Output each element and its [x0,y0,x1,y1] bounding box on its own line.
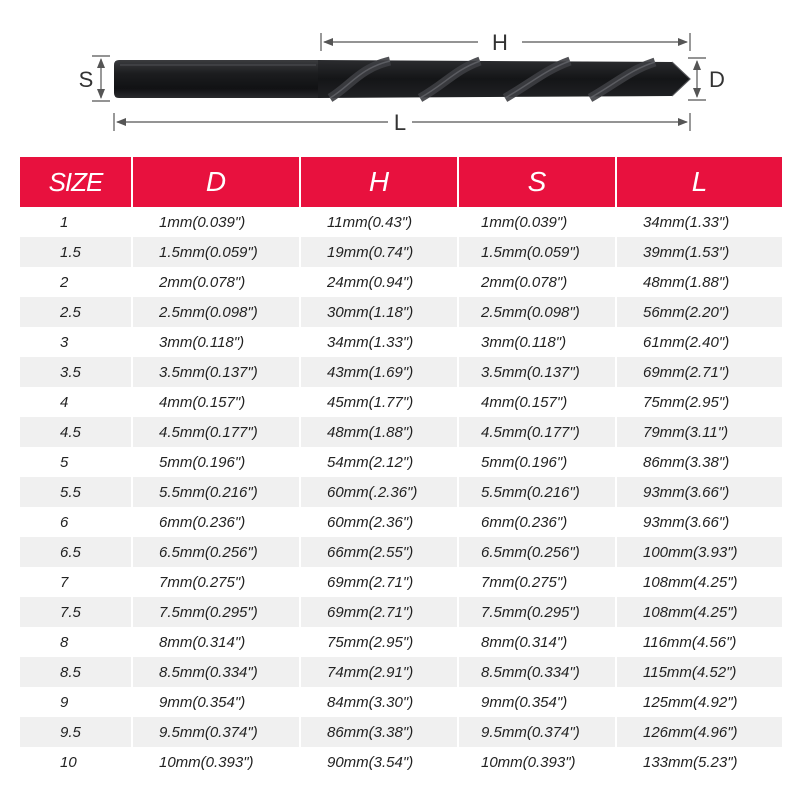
table-row [20,747,782,777]
d-cell: 1mm(0.039") [132,207,300,237]
d-dimension [688,58,725,100]
d-cell: 3mm(0.118") [132,327,300,357]
h-cell: 54mm(2.12") [300,447,458,477]
s-cell: 8.5mm(0.334") [458,657,616,687]
h-cell: 69mm(2.71") [300,597,458,627]
h-cell: 75mm(2.95") [300,627,458,657]
column-header-size: SIZE [20,157,132,207]
table-row [20,237,782,267]
s-cell: 9mm(0.354") [458,687,616,717]
h-cell: 60mm(2.36") [300,507,458,537]
d-cell: 2.5mm(0.098") [132,297,300,327]
l-cell: 56mm(2.20") [616,297,782,327]
table-row [20,657,782,687]
s-cell: 5.5mm(0.216") [458,477,616,507]
size-cell: 8 [20,627,132,657]
l-cell: 39mm(1.53") [616,237,782,267]
d-cell: 7mm(0.275") [132,567,300,597]
size-cell: 1 [20,207,132,237]
size-cell: 9.5 [20,717,132,747]
table-row [20,537,782,567]
table-row [20,297,782,327]
size-cell: 3 [20,327,132,357]
l-cell: 126mm(4.96") [616,717,782,747]
size-cell: 2.5 [20,297,132,327]
l-cell: 75mm(2.95") [616,387,782,417]
size-cell: 7 [20,567,132,597]
size-cell: 2 [20,267,132,297]
h-cell: 30mm(1.18") [300,297,458,327]
l-dimension [114,110,690,135]
drill-bit-diagram [0,0,800,150]
s-cell: 5mm(0.196") [458,447,616,477]
s-cell: 7.5mm(0.295") [458,597,616,627]
s-cell: 7mm(0.275") [458,567,616,597]
s-cell: 6.5mm(0.256") [458,537,616,567]
size-cell: 1.5 [20,237,132,267]
l-cell: 61mm(2.40") [616,327,782,357]
h-cell: 69mm(2.71") [300,567,458,597]
size-cell: 4 [20,387,132,417]
s-cell: 10mm(0.393") [458,747,616,777]
s-cell: 9.5mm(0.374") [458,717,616,747]
size-cell: 9 [20,687,132,717]
column-header-d: D [132,157,300,207]
d-cell: 5.5mm(0.216") [132,477,300,507]
size-cell: 5.5 [20,477,132,507]
l-cell: 133mm(5.23") [616,747,782,777]
h-cell: 86mm(3.38") [300,717,458,747]
table-row [20,357,782,387]
l-cell: 108mm(4.25") [616,567,782,597]
d-cell: 5mm(0.196") [132,447,300,477]
table-row [20,447,782,477]
d-cell: 10mm(0.393") [132,747,300,777]
l-cell: 48mm(1.88") [616,267,782,297]
table-row [20,687,782,717]
size-cell: 4.5 [20,417,132,447]
l-label: L [393,110,407,135]
l-cell: 79mm(3.11") [616,417,782,447]
h-cell: 34mm(1.33") [300,327,458,357]
s-dimension [79,56,110,101]
d-cell: 7.5mm(0.295") [132,597,300,627]
h-cell: 43mm(1.69") [300,357,458,387]
table-row [20,717,782,747]
s-cell: 4mm(0.157") [458,387,616,417]
d-cell: 4mm(0.157") [132,387,300,417]
h-cell: 45mm(1.77") [300,387,458,417]
s-cell: 1.5mm(0.059") [458,237,616,267]
h-cell: 19mm(0.74") [300,237,458,267]
d-cell: 1.5mm(0.059") [132,237,300,267]
h-cell: 11mm(0.43") [300,207,458,237]
table-row [20,417,782,447]
d-cell: 6.5mm(0.256") [132,537,300,567]
column-header-s: S [458,157,616,207]
d-cell: 8mm(0.314") [132,627,300,657]
size-cell: 8.5 [20,657,132,687]
s-cell: 2mm(0.078") [458,267,616,297]
table-row [20,597,782,627]
d-cell: 3.5mm(0.137") [132,357,300,387]
h-cell: 66mm(2.55") [300,537,458,567]
l-cell: 69mm(2.71") [616,357,782,387]
h-cell: 90mm(3.54") [300,747,458,777]
table-row [20,477,782,507]
table-body [20,207,782,777]
l-cell: 108mm(4.25") [616,597,782,627]
s-cell: 3mm(0.118") [458,327,616,357]
l-cell: 93mm(3.66") [616,507,782,537]
table-row [20,267,782,297]
size-cell: 3.5 [20,357,132,387]
size-cell: 6.5 [20,537,132,567]
l-cell: 34mm(1.33") [616,207,782,237]
l-cell: 93mm(3.66") [616,477,782,507]
column-header-h: H [300,157,458,207]
d-cell: 9mm(0.354") [132,687,300,717]
drill-bit-image [114,60,690,98]
l-cell: 86mm(3.38") [616,447,782,477]
size-cell: 10 [20,747,132,777]
h-dimension [321,30,690,55]
s-cell: 2.5mm(0.098") [458,297,616,327]
h-cell: 48mm(1.88") [300,417,458,447]
d-cell: 2mm(0.078") [132,267,300,297]
s-cell: 6mm(0.236") [458,507,616,537]
s-cell: 8mm(0.314") [458,627,616,657]
s-label: S [78,67,94,92]
l-cell: 100mm(3.93") [616,537,782,567]
d-cell: 8.5mm(0.334") [132,657,300,687]
table-header-row [20,157,782,207]
d-cell: 6mm(0.236") [132,507,300,537]
h-cell: 60mm(.2.36") [300,477,458,507]
s-cell: 1mm(0.039") [458,207,616,237]
table-row [20,327,782,357]
size-cell: 7.5 [20,597,132,627]
table-row [20,627,782,657]
h-cell: 84mm(3.30") [300,687,458,717]
h-cell: 74mm(2.91") [300,657,458,687]
table-row [20,207,782,237]
s-cell: 4.5mm(0.177") [458,417,616,447]
table-row [20,567,782,597]
h-cell: 24mm(0.94") [300,267,458,297]
size-cell: 5 [20,447,132,477]
l-cell: 115mm(4.52") [616,657,782,687]
l-cell: 116mm(4.56") [616,627,782,657]
table-row [20,387,782,417]
h-label: H [492,30,508,55]
size-cell: 6 [20,507,132,537]
d-label: D [709,67,725,92]
table-row [20,507,782,537]
column-header-l: L [616,157,782,207]
s-cell: 3.5mm(0.137") [458,357,616,387]
drill-size-table [20,157,782,777]
l-cell: 125mm(4.92") [616,687,782,717]
d-cell: 9.5mm(0.374") [132,717,300,747]
d-cell: 4.5mm(0.177") [132,417,300,447]
